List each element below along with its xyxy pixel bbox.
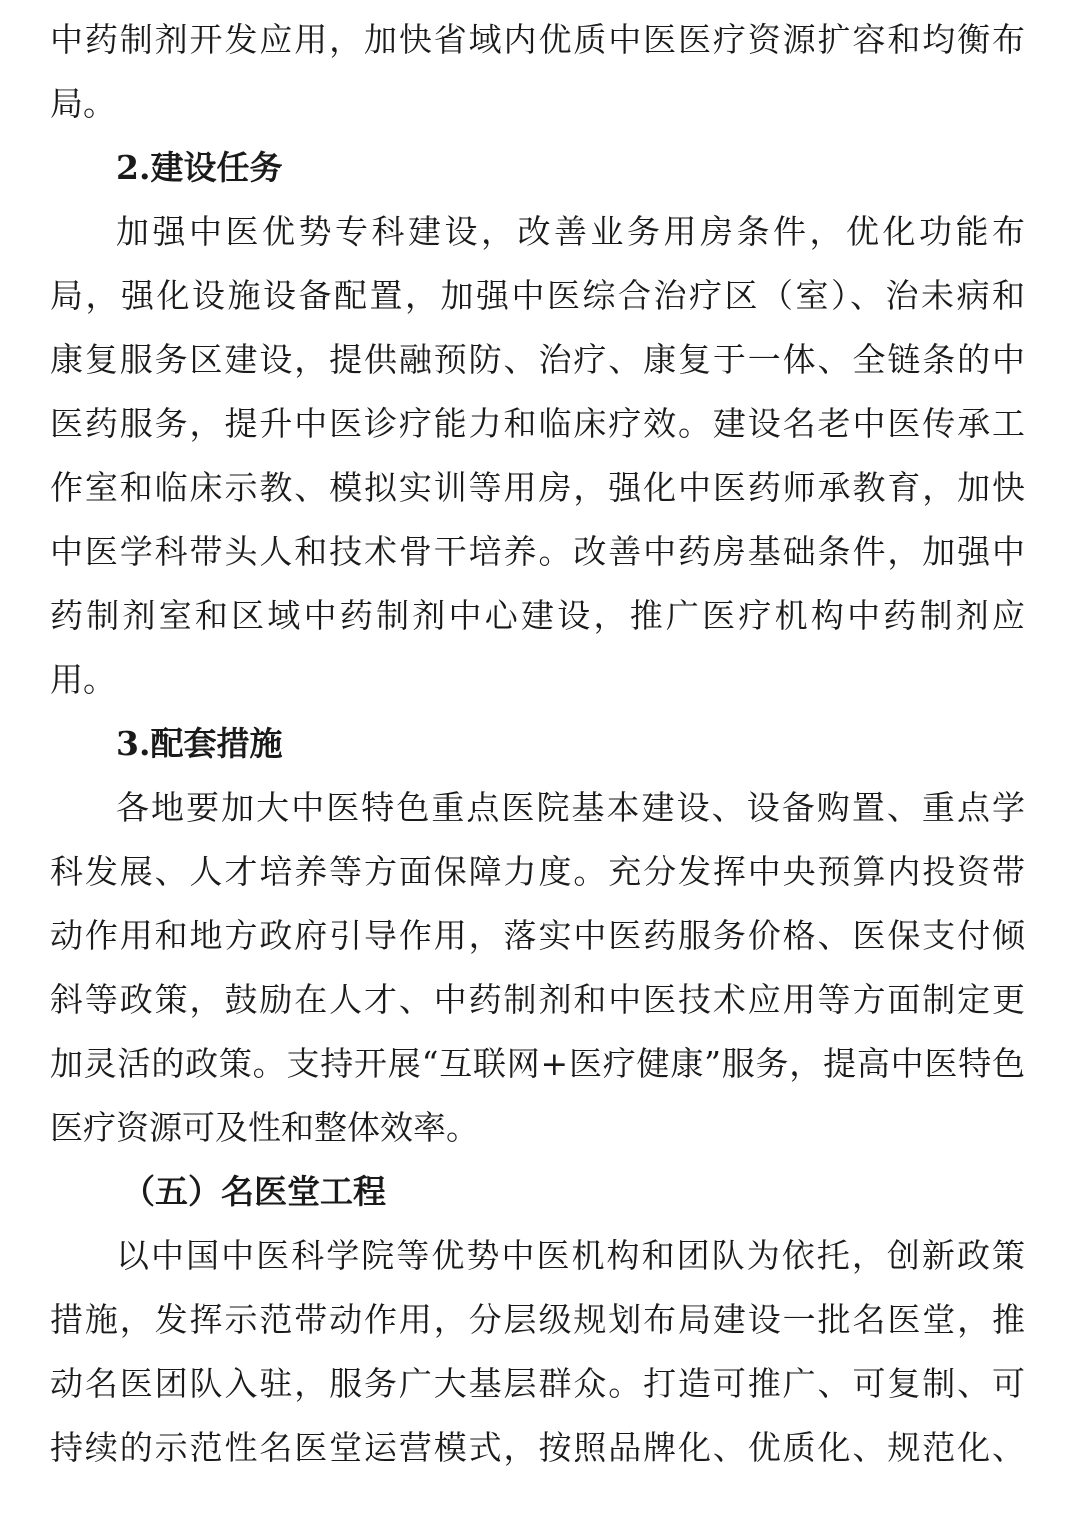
section-heading-construction-tasks: 2.建设任务 xyxy=(116,148,283,187)
text-line: 医药服务，提升中医诊疗能力和临床疗效。建设名老中医传承工 xyxy=(50,404,1025,443)
text-line: 用。 xyxy=(50,660,116,699)
text-line: 科发展、人才培养等方面保障力度。充分发挥中央预算内投资带 xyxy=(50,852,1025,891)
text-line: 持续的示范性名医堂运营模式，按照品牌化、优质化、规范化、 xyxy=(50,1428,1025,1467)
text-line: 以中国中医科学院等优势中医机构和团队为依托，创新政策 xyxy=(116,1236,1025,1275)
text-line: 医疗资源可及性和整体效率。 xyxy=(50,1108,479,1147)
paragraph-continuation xyxy=(50,8,1025,136)
text-line: 局，强化设施设备配置，加强中医综合治疗区（室）、治未病和 xyxy=(50,276,1025,315)
paragraph-supporting-measures xyxy=(50,776,1025,1160)
text-line: 动作用和地方政府引导作用，落实中医药服务价格、医保支付倾 xyxy=(50,916,1025,955)
text-line: 斜等政策，鼓励在人才、中药制剂和中医技术应用等方面制定更 xyxy=(50,980,1025,1019)
text-line: 药制剂室和区域中药制剂中心建设，推广医疗机构中药制剂应 xyxy=(50,596,1025,635)
section-heading-supporting-measures: 3.配套措施 xyxy=(116,724,283,763)
document-page xyxy=(50,8,1025,1480)
text-line: 中医学科带头人和技术骨干培养。改善中药房基础条件，加强中 xyxy=(50,532,1025,571)
text-line: 作室和临床示教、模拟实训等用房，强化中医药师承教育，加快 xyxy=(50,468,1025,507)
text-line: 措施，发挥示范带动作用，分层级规划布局建设一批名医堂，推 xyxy=(50,1300,1025,1339)
text-line: 局。 xyxy=(50,84,116,123)
text-line: 各地要加大中医特色重点医院基本建设、设备购置、重点学 xyxy=(116,788,1025,827)
text-line: 加灵活的政策。支持开展“互联网+医疗健康”服务，提高中医特色 xyxy=(50,1044,1025,1083)
text-line: 中药制剂开发应用，加快省域内优质中医医疗资源扩容和均衡布 xyxy=(50,20,1025,59)
paragraph-construction-tasks xyxy=(50,200,1025,712)
text-line: 加强中医优势专科建设，改善业务用房条件，优化功能布 xyxy=(116,212,1025,251)
text-line: 康复服务区建设，提供融预防、治疗、康复于一体、全链条的中 xyxy=(50,340,1025,379)
text-line: 动名医团队入驻，服务广大基层群众。打造可推广、可复制、可 xyxy=(50,1364,1025,1403)
section-heading-famous-doctor-hall: （五）名医堂工程 xyxy=(122,1172,386,1211)
paragraph-famous-doctor-hall xyxy=(50,1224,1025,1480)
